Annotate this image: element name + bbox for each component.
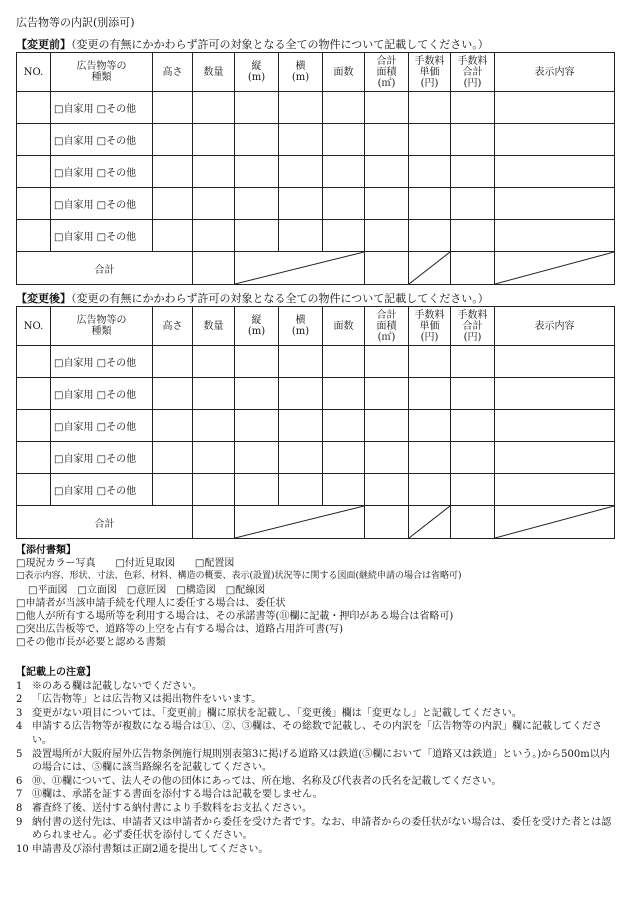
sum-quantity[interactable] [193, 252, 235, 285]
type-checkboxes[interactable]: □自家用 □その他 [51, 92, 153, 124]
attachments-section [16, 544, 616, 650]
table-row [17, 346, 615, 378]
col-height: 高さ [153, 307, 193, 346]
table-row [17, 92, 615, 124]
type-checkboxes[interactable]: □自家用 □その他 [51, 442, 153, 474]
attachment-line[interactable]: □申請者が当該申請手続を代理人に委任する場合は、委任状 [16, 597, 286, 609]
sum-quantity[interactable] [193, 506, 235, 539]
col-quantity: 数量 [193, 53, 235, 92]
type-checkboxes[interactable]: □自家用 □その他 [51, 124, 153, 156]
col-vertical: 縦 (m) [235, 307, 279, 346]
attachment-line[interactable]: □表示内容、形状、寸法、色彩、材料、構造の概要、表示(設置)状況等に関する図面(継続申請の場合は省略可) [16, 571, 462, 582]
table-row [17, 124, 615, 156]
list-item: 5 設置場所が大阪府屋外広告物条例施行規則別表第3に掲げる道路又は鉄道(⑤欄において「道路又は鉄道」という。)から500m以内の場合には、⑤欄に該当路線名を記載してください。 [16, 748, 610, 774]
page-title: 広告物等の内訳(別添可) [16, 16, 135, 29]
after-heading-row [16, 290, 489, 306]
attachment-line[interactable]: □現況カラー写真 □付近見取図 □配置図 [16, 558, 235, 570]
type-checkboxes[interactable]: □自家用 □その他 [51, 220, 153, 252]
type-checkboxes[interactable]: □自家用 □その他 [51, 378, 153, 410]
sum-fee[interactable] [451, 252, 495, 285]
col-fee-total: 手数料 合計 (円) [451, 307, 495, 346]
list-item: 10 申請書及び添付書類は正副2通を提出してください。 [16, 843, 269, 855]
attachment-line[interactable]: □平面図 □立面図 □意匠図 □構造図 □配線図 [28, 584, 266, 596]
col-faces: 面数 [323, 307, 365, 346]
after-heading: 【変更後】 [16, 292, 71, 305]
list-item: 3 変更がない項目については、「変更前」欄に原状を記載し、「変更後」欄は「変更なし」と記載してください。 [16, 707, 522, 719]
col-content: 表示内容 [495, 307, 615, 346]
type-checkboxes[interactable]: □自家用 □その他 [51, 188, 153, 220]
diagonal-cell [495, 506, 615, 539]
col-faces: 面数 [323, 53, 365, 92]
notes-section [16, 666, 616, 856]
after-table [16, 306, 615, 539]
table-row [17, 220, 615, 252]
col-type: 広告物等の 種類 [51, 307, 153, 346]
diagonal-cell [495, 252, 615, 285]
col-no: NO. [17, 53, 51, 92]
col-quantity: 数量 [193, 307, 235, 346]
type-checkboxes[interactable]: □自家用 □その他 [51, 346, 153, 378]
sum-row [17, 506, 615, 539]
list-item: 8 審査終了後、送付する納付書により手数料をお支払ください。 [16, 802, 312, 814]
sum-label: 合計 [17, 252, 193, 285]
type-checkboxes[interactable]: □自家用 □その他 [51, 474, 153, 506]
col-horizontal: 横 (m) [279, 307, 323, 346]
table-row [17, 156, 615, 188]
type-checkboxes[interactable]: □自家用 □その他 [51, 410, 153, 442]
header-row [17, 307, 615, 346]
attachments-heading: 【添付書類】 [16, 545, 76, 556]
attachment-line[interactable]: □突出広告板等で、道路等の上空を占有する場合は、道路占用許可書(写) [16, 624, 344, 636]
table-row [17, 474, 615, 506]
header-row [17, 53, 615, 92]
after-note: （変更の有無にかかわらず許可の対象となる全ての物件について記載してください。） [71, 292, 489, 305]
col-total-area: 合計 面積 (㎡) [365, 53, 409, 92]
list-item: 9 納付書の送付先は、申請者又は申請者から委任を受けた者です。なお、申請者からの委任状がない場合は、委任を受けた者とは認められません。必ず委任状を添付してください。 [16, 816, 612, 842]
attachment-line[interactable]: □他人が所有する場所等を利用する場合は、その承諾書等(⑪欄に記載・押印がある場合は省略可) [16, 611, 454, 623]
list-item: 1 ※のある欄は記載しないでください。 [16, 680, 202, 692]
col-fee-unit: 手数料 単価 (円) [409, 53, 451, 92]
col-vertical: 縦 (m) [235, 53, 279, 92]
type-checkboxes[interactable]: □自家用 □その他 [51, 156, 153, 188]
col-fee-unit: 手数料 単価 (円) [409, 307, 451, 346]
col-no: NO. [17, 307, 51, 346]
col-content: 表示内容 [495, 53, 615, 92]
col-fee-total: 手数料 合計 (円) [451, 53, 495, 92]
diagonal-cell [409, 506, 451, 539]
before-heading-row [16, 36, 489, 52]
table-row [17, 188, 615, 220]
sum-area[interactable] [365, 252, 409, 285]
diagonal-cell [409, 252, 451, 285]
col-height: 高さ [153, 53, 193, 92]
before-note: （変更の有無にかかわらず許可の対象となる全ての物件について記載してください。） [71, 38, 489, 51]
list-item: 6 ⑩、⑪欄について、法人その他の団体にあっては、所在地、名称及び代表者の氏名を記載してください。 [16, 775, 502, 787]
table-row [17, 410, 615, 442]
notes-heading: 【記載上の注意】 [16, 667, 96, 678]
diagonal-cell [235, 506, 365, 539]
sum-fee[interactable] [451, 506, 495, 539]
diagonal-cell [235, 252, 365, 285]
table-row [17, 442, 615, 474]
attachment-line[interactable]: □その他市長が必要と認める書類 [16, 637, 166, 649]
col-horizontal: 横 (m) [279, 53, 323, 92]
col-type: 広告物等の 種類 [51, 53, 153, 92]
list-item: 7 ⑪欄は、承諾を証する書面を添付する場合は記載を要しません。 [16, 789, 323, 801]
before-table [16, 52, 615, 285]
col-total-area: 合計 面積 (㎡) [365, 307, 409, 346]
table-row [17, 378, 615, 410]
sum-area[interactable] [365, 506, 409, 539]
before-heading: 【変更前】 [16, 38, 71, 51]
list-item: 4 申請する広告物等が複数になる場合は①、②、③欄は、その総数で記載し、その内訳を「広告物等の内訳」欄に記載してください。 [16, 721, 602, 746]
list-item: 2 「広告物等」とは広告物又は掲出物件をいいます。 [16, 694, 262, 706]
sum-label: 合計 [17, 506, 193, 539]
sum-row [17, 252, 615, 285]
